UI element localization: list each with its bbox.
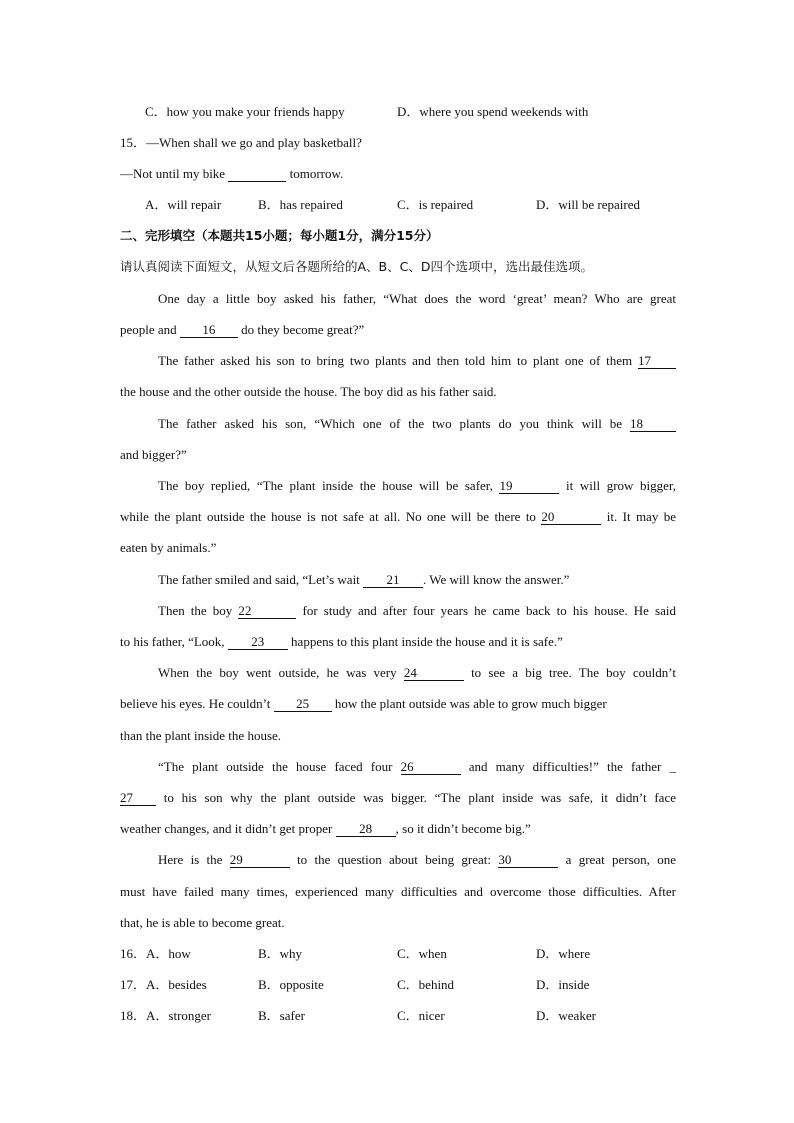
blank-29: 29	[230, 853, 290, 868]
q14-option-c: C．how you make your friends happy	[145, 104, 345, 119]
q18-number: 18．A．stronger	[120, 1008, 212, 1023]
passage-line: When the boy went outside, he was very 24 to see a big tree. The boy couldn’t	[158, 665, 676, 680]
q18-option-c: C．nicer	[397, 1008, 445, 1023]
blank-23: 23	[228, 635, 288, 650]
blank-19: 19	[499, 479, 559, 494]
q15-option-a: A．will repair	[145, 197, 222, 212]
passage-line: The father smiled and said, “Let’s wait 21 . We will know the answer.”	[158, 572, 570, 587]
q16-number: 16．A．how	[120, 946, 191, 961]
q16-option-b: B．why	[258, 946, 303, 961]
q16-option-c: C．when	[397, 946, 447, 961]
section-heading: 二、完形填空（本题共15小题；每小题1分，满分15分）	[120, 228, 439, 243]
section-instruction: 请认真阅读下面短文，从短文后各题所给的A、B、C、D四个选项中，选出最佳选项。	[120, 259, 593, 274]
passage-line: The boy replied, “The plant inside the house will be safer, 19 it will grow bigger,	[158, 478, 676, 493]
blank-28: 28	[336, 822, 396, 837]
blank-25: 25	[274, 697, 332, 712]
q18-option-b: B．safer	[258, 1008, 305, 1023]
q15-stem: 15．—When shall we go and play basketball?	[120, 135, 362, 150]
passage-line: eaten by animals.”	[120, 540, 217, 555]
blank-20: 20	[541, 510, 601, 525]
q17-number: 17．A．besides	[120, 977, 207, 992]
passage-line: and bigger?”	[120, 447, 187, 462]
blank-16: 16	[180, 323, 238, 338]
passage-line: to his father, “Look, 23 happens to this plant inside the house and it is safe.”	[120, 634, 563, 649]
q18-option-d: D．weaker	[536, 1008, 596, 1023]
blank-18: 18	[630, 417, 676, 432]
passage-line: “The plant outside the house faced four 26 and many difficulties!” the father _	[158, 759, 676, 774]
blank-22: 22	[238, 604, 296, 619]
q15-option-b: B．has repaired	[258, 197, 343, 212]
passage-line: people and 16 do they become great?”	[120, 322, 365, 337]
passage-line: that, he is able to become great.	[120, 915, 285, 930]
q17-option-b: B．opposite	[258, 977, 324, 992]
blank-17: 17	[638, 354, 676, 369]
passage-line: the house and the other outside the house. The boy did as his father said.	[120, 384, 497, 399]
passage-line: believe his eyes. He couldn’t 25 how the plant outside was able to grow much bigger	[120, 696, 607, 711]
passage-line: than the plant inside the house.	[120, 728, 282, 743]
passage-line: must have failed many times, experienced many difficulties and overcome those difficulties. After	[120, 884, 676, 899]
passage-line: while the plant outside the house is not safe at all. No one will be there to 20 it. It may be	[120, 509, 676, 524]
blank-24: 24	[404, 666, 464, 681]
blank-30: 30	[498, 853, 558, 868]
passage-line: weather changes, and it didn’t get proper 28 , so it didn’t become big.”	[120, 821, 531, 836]
passage-line: 27 to his son why the plant outside was bigger. “The plant inside was safe, it didn’t face	[120, 790, 676, 805]
passage-line: The father asked his son to bring two plants and then told him to plant one of them 17	[158, 353, 676, 369]
passage-line: Here is the 29 to the question about being great: 30 a great person, one	[158, 852, 676, 867]
q16-option-d: D．where	[536, 946, 591, 961]
blank-21: 21	[363, 573, 423, 588]
passage-line: Then the boy 22 for study and after four years he came back to his house. He said	[158, 603, 676, 618]
q15-option-d: D．will be repaired	[536, 197, 640, 212]
passage-line: One day a little boy asked his father, “What does the word ‘great’ mean? Who are great	[158, 291, 676, 306]
q14-option-d: D．where you spend weekends with	[397, 104, 589, 119]
passage-line: The father asked his son, “Which one of the two plants do you think will be 18	[158, 416, 676, 432]
blank-line	[228, 167, 286, 182]
q15-option-c: C．is repaired	[397, 197, 474, 212]
blank-27: 27	[120, 791, 156, 806]
q17-option-d: D．inside	[536, 977, 590, 992]
q17-option-c: C．behind	[397, 977, 455, 992]
blank-26: 26	[401, 760, 461, 775]
q15-answer-line: —Not until my bike tomorrow.	[120, 166, 344, 181]
